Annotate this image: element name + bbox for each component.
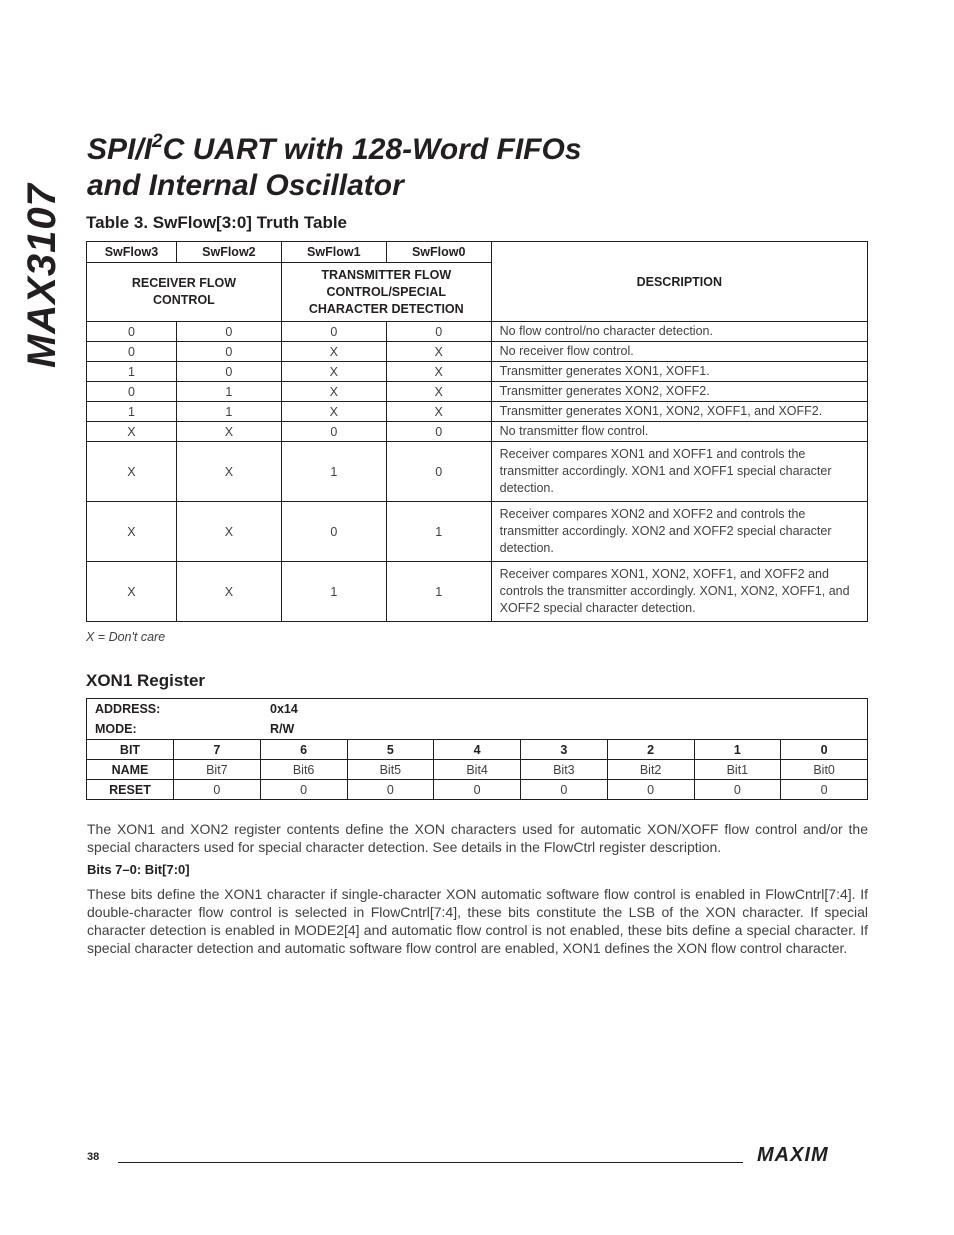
col-header-swflow2: SwFlow2 xyxy=(176,242,281,263)
cell-s1: X xyxy=(281,362,386,382)
cell-s0: X xyxy=(386,402,491,422)
resets-cell: 0 xyxy=(694,780,781,800)
cell-description: Receiver compares XON1, XON2, XOFF1, and XOFF2 and controls the transmitter accordingly. XON1, XON2, XOFF1, and XOFF2 special character detection. xyxy=(491,562,867,622)
bits-cell: 6 xyxy=(260,740,347,760)
cell-s0: 0 xyxy=(386,322,491,342)
cell-s3: 0 xyxy=(87,382,177,402)
document-title xyxy=(87,131,582,202)
maxim-logo xyxy=(757,1145,867,1168)
names-cell: Bit2 xyxy=(607,760,694,780)
col-header-description: DESCRIPTION xyxy=(491,242,867,322)
cell-s1: X xyxy=(281,382,386,402)
cell-s2: X xyxy=(176,442,281,502)
bits-cell: 5 xyxy=(347,740,434,760)
bits-cell: 0 xyxy=(781,740,868,760)
table-row xyxy=(87,502,868,562)
names-cell: Bit3 xyxy=(521,760,608,780)
cell-s2: 1 xyxy=(176,402,281,422)
cell-s0: 0 xyxy=(386,422,491,442)
cell-s1: X xyxy=(281,342,386,362)
bit-label: BIT xyxy=(87,740,174,760)
resets-cell: 0 xyxy=(260,780,347,800)
cell-s0: 0 xyxy=(386,442,491,502)
mode-row: MODE: R/W xyxy=(87,719,868,740)
table-row xyxy=(87,342,868,362)
cell-description: No receiver flow control. xyxy=(491,342,867,362)
bits-cell: 1 xyxy=(694,740,781,760)
cell-s2: 0 xyxy=(176,362,281,382)
bits-cell: 4 xyxy=(434,740,521,760)
swflow-truth-table xyxy=(86,241,868,622)
cell-s1: 0 xyxy=(281,502,386,562)
cell-s3: 0 xyxy=(87,322,177,342)
cell-s2: X xyxy=(176,422,281,442)
cell-s3: X xyxy=(87,442,177,502)
table-row xyxy=(87,322,868,342)
footer-rule xyxy=(118,1162,743,1163)
cell-description: Receiver compares XON1 and XOFF1 and controls the transmitter accordingly. XON1 and XOFF1 special character detection. xyxy=(491,442,867,502)
cell-s2: 1 xyxy=(176,382,281,402)
cell-s0: X xyxy=(386,362,491,382)
table-note: X = Don't care xyxy=(86,630,166,644)
table-row xyxy=(87,422,868,442)
cell-s3: 0 xyxy=(87,342,177,362)
table-row xyxy=(87,402,868,422)
names-cell: Bit0 xyxy=(781,760,868,780)
title-line-2: and Internal Oscillator xyxy=(87,169,404,202)
col-header-swflow3: SwFlow3 xyxy=(87,242,177,263)
cell-description: Transmitter generates XON2, XOFF2. xyxy=(491,382,867,402)
cell-s3: X xyxy=(87,422,177,442)
cell-s3: X xyxy=(87,562,177,622)
col-header-swflow1: SwFlow1 xyxy=(281,242,386,263)
address-row: ADDRESS: 0x14 xyxy=(87,699,868,720)
bits-heading: Bits 7–0: Bit[7:0] xyxy=(87,862,190,877)
cell-s2: 0 xyxy=(176,322,281,342)
bits-cell: 2 xyxy=(607,740,694,760)
xon1-register-table xyxy=(86,698,868,800)
names-cell: Bit5 xyxy=(347,760,434,780)
table-row xyxy=(87,362,868,382)
cell-s0: X xyxy=(386,342,491,362)
side-part-number: MAX3107 xyxy=(20,183,64,368)
cell-s3: X xyxy=(87,502,177,562)
cell-s2: 0 xyxy=(176,342,281,362)
resets-cell: 0 xyxy=(174,780,261,800)
names-cell: Bit7 xyxy=(174,760,261,780)
cell-s1: 1 xyxy=(281,442,386,502)
resets-cell: 0 xyxy=(521,780,608,800)
table3-heading: Table 3. SwFlow[3:0] Truth Table xyxy=(86,213,348,232)
names-cell: Bit4 xyxy=(434,760,521,780)
table-row xyxy=(87,442,868,502)
cell-description: Receiver compares XON2 and XOFF2 and controls the transmitter accordingly. XON2 and XOFF2 special character detection. xyxy=(491,502,867,562)
names-cell: Bit1 xyxy=(694,760,781,780)
names-cell: Bit6 xyxy=(260,760,347,780)
cell-s0: X xyxy=(386,382,491,402)
cell-s2: X xyxy=(176,562,281,622)
group-header-receiver: RECEIVER FLOW CONTROL xyxy=(87,263,282,322)
cell-description: No transmitter flow control. xyxy=(491,422,867,442)
cell-s1: 1 xyxy=(281,562,386,622)
cell-s0: 1 xyxy=(386,562,491,622)
resets-cell: 0 xyxy=(434,780,521,800)
resets-cell: 0 xyxy=(607,780,694,800)
xon1-heading: XON1 Register xyxy=(86,671,206,690)
table-row xyxy=(87,382,868,402)
name-label: NAME xyxy=(87,760,174,780)
group-header-transmitter: TRANSMITTER FLOW CONTROL/SPECIAL CHARACTER DETECTION xyxy=(281,263,491,322)
cell-s0: 1 xyxy=(386,502,491,562)
cell-s2: X xyxy=(176,502,281,562)
title-line-1: SPI/$I^2C$ UART with 128-Word FIFOs xyxy=(87,131,582,166)
cell-s1: X xyxy=(281,402,386,422)
cell-description: Transmitter generates XON1, XON2, XOFF1, and XOFF2. xyxy=(491,402,867,422)
cell-s3: 1 xyxy=(87,402,177,422)
resets-cell: 0 xyxy=(781,780,868,800)
resets-cell: 0 xyxy=(347,780,434,800)
reset-label: RESET xyxy=(87,780,174,800)
intro-paragraph: The XON1 and XON2 register contents define the XON characters used for automatic XON/XOFF flow control and/or the special characters used for special character detection. See details in the FlowCtrl register description. xyxy=(87,821,868,855)
bits-cell: 7 xyxy=(174,740,261,760)
col-header-swflow0: SwFlow0 xyxy=(386,242,491,263)
cell-s1: 0 xyxy=(281,422,386,442)
table-row xyxy=(87,562,868,622)
svg-text:MAXIM: MAXIM xyxy=(757,1145,829,1163)
page-number: 38 xyxy=(87,1151,100,1163)
cell-s3: 1 xyxy=(87,362,177,382)
bits-cell: 3 xyxy=(521,740,608,760)
cell-description: Transmitter generates XON1, XOFF1. xyxy=(491,362,867,382)
cell-description: No flow control/no character detection. xyxy=(491,322,867,342)
cell-s1: 0 xyxy=(281,322,386,342)
bits-paragraph: These bits define the XON1 character if single-character XON automatic software flow control is enabled in FlowCntrl[7:4]. If double-character flow control is selected in FlowCntrl[7:4], these bits constitute the LSB of the XON character. If special character detection is enabled in MODE2[4] and automatic flow control is not enabled, these bits define a special character. If special character detection and automatic software flow control are enabled, XON1 defines the XON flow control character. xyxy=(87,886,868,956)
